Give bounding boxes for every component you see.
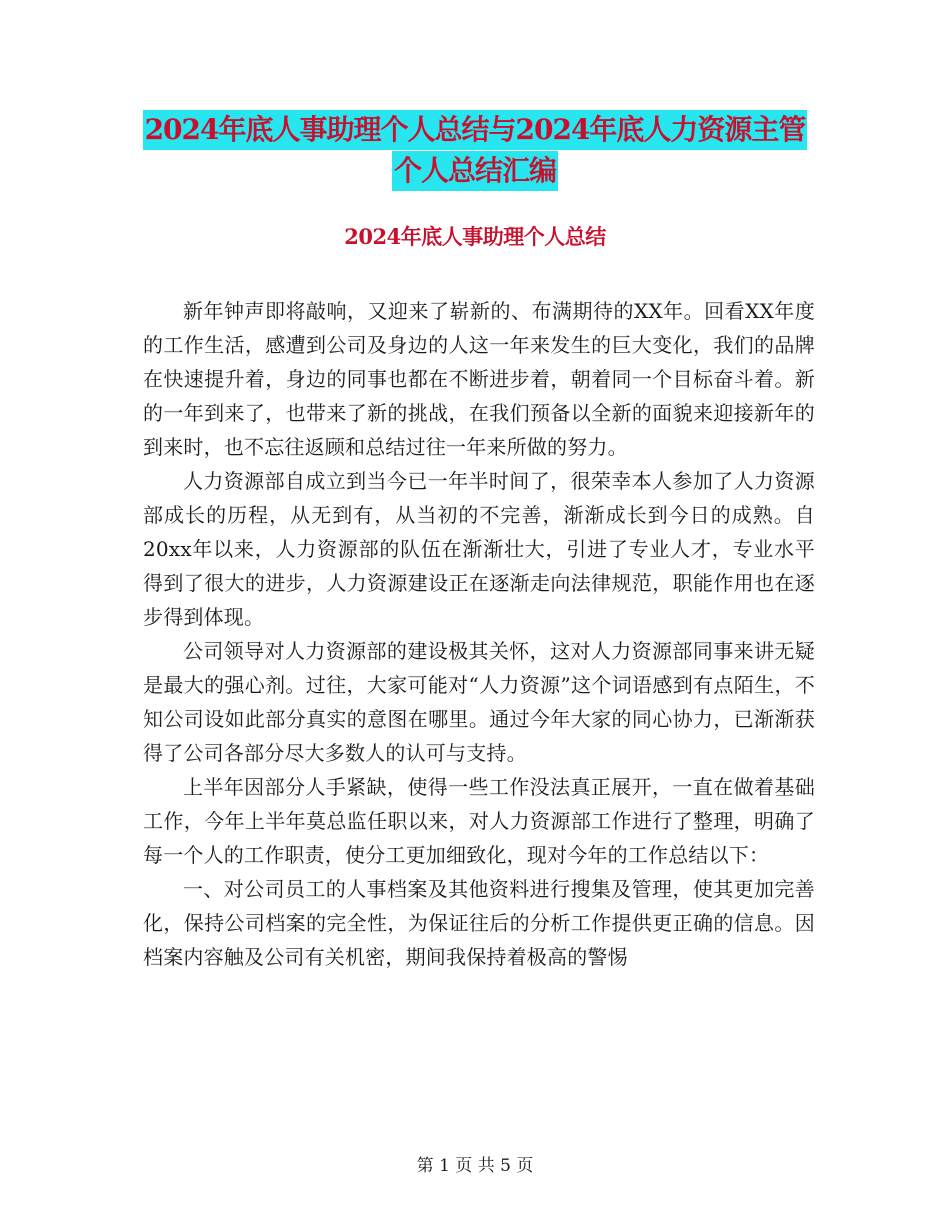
paragraph: 公司领导对人力资源部的建设极其关怀，这对人力资源部同事来讲无疑是最大的强心剂。过往，大家可能对“人力资源”这个词语感到有点陌生，不知公司设如此部分真实的意图在哪里。通过今年大家的同心协力，已渐渐获得了公司各部分尽大多数人的认可与支持。 (143, 639, 815, 765)
paragraph: 一、对公司员工的人事档案及其他资料进行搜集及管理，使其更加完善化，保持公司档案的完全性，为保证往后的分析工作提供更正确的信息。因档案内容触及公司有关机密，期间我保持着极高的警惕 (143, 877, 815, 969)
document-body (143, 294, 815, 974)
document-title-line-2: 个人总结汇编 (392, 151, 558, 191)
document-title-line-1: 2024年底人事助理个人总结与2024年底人力资源主管 (143, 110, 808, 150)
page-footer: 第 1 页 共 5 页 (416, 1156, 534, 1176)
paragraph: 新年钟声即将敲响，又迎来了崭新的、布满期待的XX年。回看XX年度的工作生活，感遭到公司及身边的人这一年来发生的巨大变化，我们的品牌在快速提升着，身边的同事也都在不断进步着，朝着同一个目标奋斗着。新的一年到来了，也带来了新的挑战，在我们预备以全新的面貌来迎接新年的到来时，也不忘往返顾和总结过往一年来所做的努力。 (143, 299, 815, 459)
document-title (140, 110, 810, 191)
paragraph: 上半年因部分人手紧缺，使得一些工作没法真正展开，一直在做着基础工作，今年上半年莫总监任职以来，对人力资源部工作进行了整理，明确了每一个人的工作职责，使分工更加细致化，现对今年的工作总结以下： (143, 775, 815, 867)
paragraph: 人力资源部自成立到当今已一年半时间了，很荣幸本人参加了人力资源部成长的历程，从无到有，从当初的不完善，渐渐成长到今日的成熟。自20xx年以来，人力资源部的队伍在渐渐壮大，引进了专业人才，专业水平得到了很大的进步，人力资源建设正在逐渐走向法律规范，职能作用也在逐步得到体现。 (143, 469, 815, 629)
section-title: 2024年底人事助理个人总结 (344, 224, 606, 249)
